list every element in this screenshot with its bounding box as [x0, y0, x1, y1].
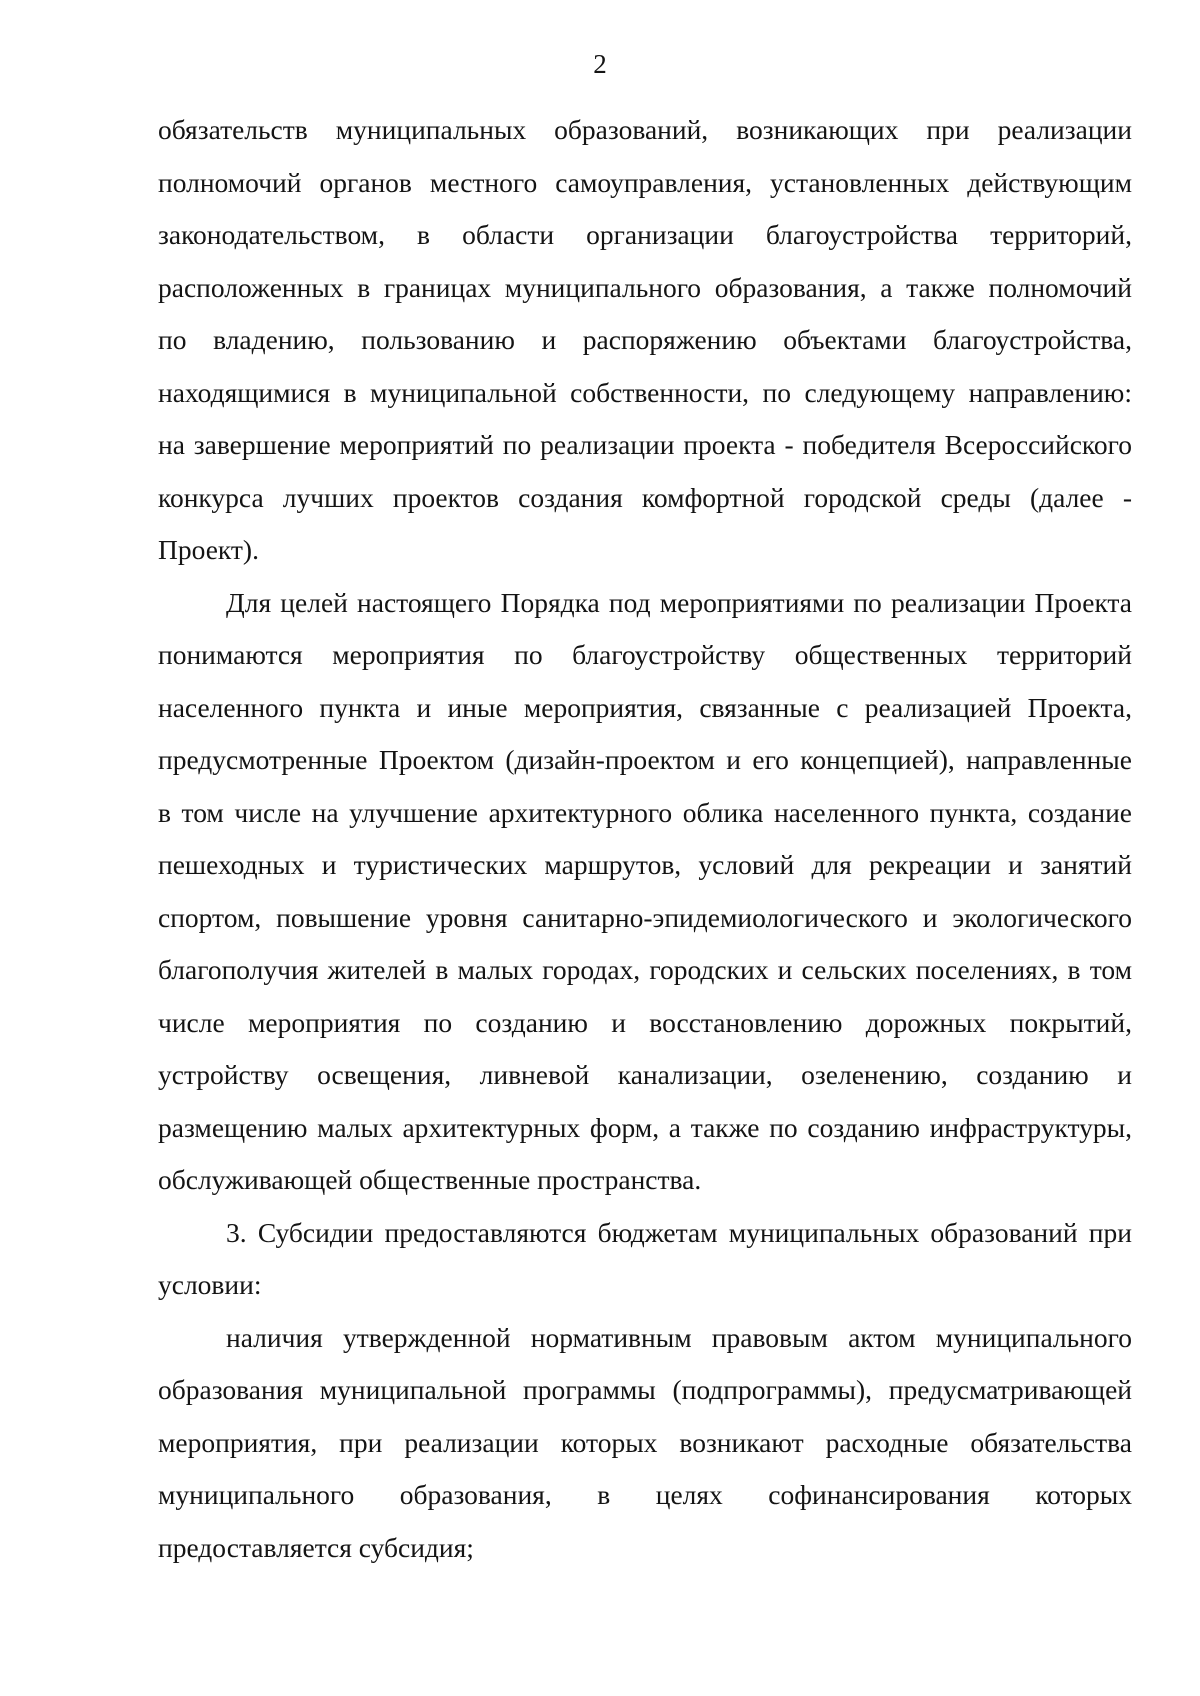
text-line: конкурса лучших проектов создания комфортной городской среды (далее - [158, 481, 1132, 513]
text-line: находящимися в муниципальной собственности, по следующему направлению: [158, 376, 1132, 408]
text-line: предоставляется субсидия; [158, 1531, 474, 1563]
text-line: расположенных в границах муниципального образования, а также полномочий [158, 271, 1132, 303]
text-line: пешеходных и туристических маршрутов, условий для рекреации и занятий [158, 849, 1132, 880]
text-line: обязательств муниципальных образований, возникающих при реализации [158, 114, 1132, 145]
text-line: понимаются мероприятия по благоустройству общественных территорий [158, 639, 1132, 670]
text-line: наличия утвержденной нормативным правовым актом муниципального [226, 1321, 1132, 1353]
text-line: условии: [158, 1269, 262, 1300]
text-line: числе мероприятия по созданию и восстановлению дорожных покрытий, [158, 1006, 1132, 1038]
text-line: обслуживающей общественные пространства. [158, 1164, 702, 1195]
text-line: предусмотренные Проектом (дизайн-проектом и его концепцией), направленные [158, 744, 1132, 775]
paragraph-subsidy-conditions [158, 1207, 1132, 1312]
page-number: 2 [593, 49, 607, 79]
text-line: муниципального образования, в целях софинансирования которых [158, 1479, 1132, 1510]
text-line: Проект). [158, 534, 259, 565]
text-line: по владению, пользованию и распоряжению объектами благоустройства, [158, 324, 1132, 355]
text-line: размещению малых архитектурных форм, а также по созданию инфраструктуры, [158, 1111, 1132, 1143]
text-line: образования муниципальной программы (подпрограммы), предусматривающей [158, 1374, 1132, 1405]
document-body [158, 104, 1132, 1574]
paragraph-continuation [158, 104, 1132, 577]
text-line: населенного пункта и иные мероприятия, связанные с реализацией Проекта, [158, 691, 1132, 723]
text-line: спортом, повышение уровня санитарно-эпидемиологического и экологического [158, 901, 1132, 933]
text-line: в том числе на улучшение архитектурного облика населенного пункта, создание [158, 796, 1132, 828]
text-line: законодательством, в области организации благоустройства территорий, [158, 219, 1132, 250]
text-line: мероприятия, при реализации которых возникают расходные обязательства [158, 1426, 1132, 1458]
paragraph-program-requirement [158, 1312, 1132, 1575]
text-line: благополучия жителей в малых городах, городских и сельских поселениях, в том [158, 954, 1132, 985]
text-line: 3. Субсидии предоставляются бюджетам муниципальных образований при [226, 1216, 1132, 1248]
text-line: Для целей настоящего Порядка под мероприятиями по реализации Проекта [226, 586, 1132, 618]
text-line: устройству освещения, ливневой канализации, озеленению, созданию и [158, 1059, 1132, 1090]
text-line: на завершение мероприятий по реализации проекта - победителя Всероссийского [158, 429, 1132, 460]
paragraph-project-activities [158, 577, 1132, 1207]
text-line: полномочий органов местного самоуправления, установленных действующим [158, 166, 1132, 198]
